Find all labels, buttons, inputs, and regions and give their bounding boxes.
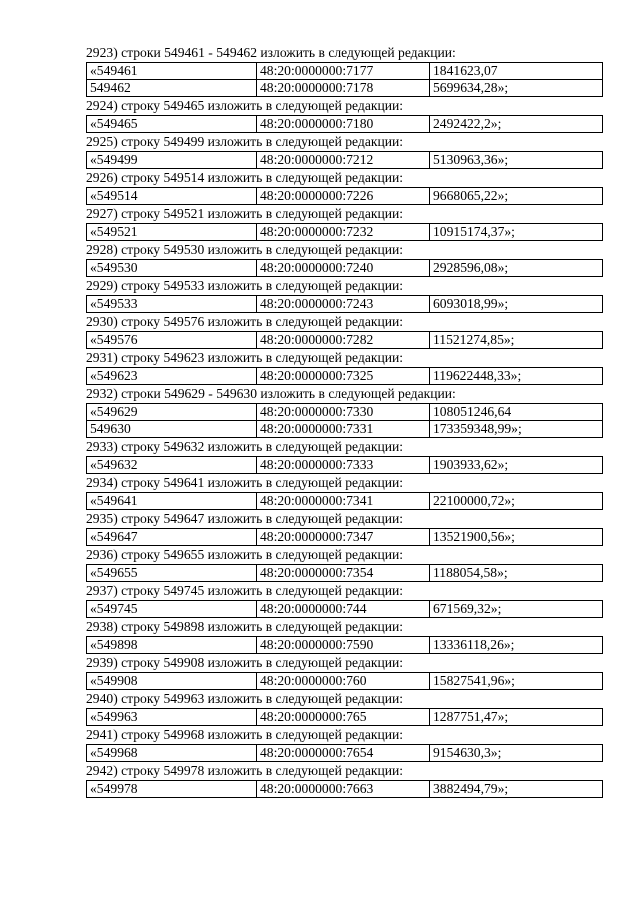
table-row [87, 637, 603, 654]
cadastral-number-cell: 48:20:0000000:744 [257, 601, 430, 618]
amendment-heading: 2942) строку 549978 изложить в следующей редакции: [86, 763, 404, 778]
cadastral-number-cell: 48:20:0000000:7243 [257, 296, 430, 313]
cadastral-number-cell: 48:20:0000000:7341 [257, 493, 430, 510]
amendment-heading: 2926) строку 549514 изложить в следующей редакции: [86, 170, 404, 185]
value-cell: 1188054,58»; [430, 565, 603, 582]
amendment-heading: 2928) строку 549530 изложить в следующей редакции: [86, 242, 404, 257]
amendment-heading: 2924) строку 549465 изложить в следующей редакции: [86, 98, 404, 113]
row-number-cell: «549632 [87, 457, 257, 474]
table-row [87, 80, 603, 97]
row-number-cell: «549978 [87, 781, 257, 798]
amendment-block [86, 654, 602, 690]
amendment-heading: 2932) строки 549629 - 549630 изложить в следующей редакции: [86, 386, 456, 401]
table-row [87, 152, 603, 169]
amendment-table [86, 492, 603, 510]
table-row [87, 457, 603, 474]
table-row [87, 565, 603, 582]
cadastral-number-cell: 48:20:0000000:7354 [257, 565, 430, 582]
amendment-table [86, 528, 603, 546]
amendment-heading: 2931) строку 549623 изложить в следующей редакции: [86, 350, 404, 365]
row-number-cell: 549630 [87, 421, 257, 438]
amendment-table [86, 564, 603, 582]
amendment-block [86, 726, 602, 762]
amendment-heading: 2930) строку 549576 изложить в следующей редакции: [86, 314, 404, 329]
row-number-cell: «549963 [87, 709, 257, 726]
value-cell: 1841623,07 [430, 63, 603, 80]
amendment-table [86, 708, 603, 726]
cadastral-number-cell: 48:20:0000000:7663 [257, 781, 430, 798]
amendment-heading: 2933) строку 549632 изложить в следующей редакции: [86, 439, 404, 454]
amendment-heading: 2934) строку 549641 изложить в следующей редакции: [86, 475, 404, 490]
cadastral-number-cell: 48:20:0000000:7590 [257, 637, 430, 654]
cadastral-number-cell: 48:20:0000000:760 [257, 673, 430, 690]
value-cell: 5130963,36»; [430, 152, 603, 169]
table-row [87, 116, 603, 133]
amendment-heading: 2923) строки 549461 - 549462 изложить в следующей редакции: [86, 45, 456, 60]
amendment-heading: 2938) строку 549898 изложить в следующей редакции: [86, 619, 404, 634]
amendment-table [86, 62, 603, 97]
amendment-table [86, 151, 603, 169]
table-row [87, 63, 603, 80]
amendment-heading: 2929) строку 549533 изложить в следующей редакции: [86, 278, 404, 293]
row-number-cell: «549623 [87, 368, 257, 385]
row-number-cell: «549521 [87, 224, 257, 241]
amendment-block [86, 97, 602, 133]
amendment-table [86, 600, 603, 618]
value-cell: 15827541,96»; [430, 673, 603, 690]
value-cell: 3882494,79»; [430, 781, 603, 798]
amendment-table [86, 672, 603, 690]
table-row [87, 332, 603, 349]
amendment-block [86, 690, 602, 726]
row-number-cell: «549745 [87, 601, 257, 618]
amendment-table [86, 636, 603, 654]
value-cell: 9154630,3»; [430, 745, 603, 762]
row-number-cell: «549968 [87, 745, 257, 762]
amendment-block [86, 44, 602, 97]
cadastral-number-cell: 48:20:0000000:7282 [257, 332, 430, 349]
row-number-cell: «549641 [87, 493, 257, 510]
amendment-block [86, 385, 602, 438]
value-cell: 1287751,47»; [430, 709, 603, 726]
amendment-heading: 2940) строку 549963 изложить в следующей редакции: [86, 691, 404, 706]
table-row [87, 745, 603, 762]
cadastral-number-cell: 48:20:0000000:7178 [257, 80, 430, 97]
amendment-heading: 2935) строку 549647 изложить в следующей редакции: [86, 511, 404, 526]
amendment-table [86, 403, 603, 438]
row-number-cell: «549530 [87, 260, 257, 277]
document-page [86, 44, 602, 798]
amendment-table [86, 744, 603, 762]
amendment-table [86, 295, 603, 313]
table-row [87, 188, 603, 205]
table-row [87, 709, 603, 726]
amendment-heading: 2927) строку 549521 изложить в следующей редакции: [86, 206, 404, 221]
row-number-cell: «549499 [87, 152, 257, 169]
amendment-heading: 2941) строку 549968 изложить в следующей редакции: [86, 727, 404, 742]
row-number-cell: «549647 [87, 529, 257, 546]
value-cell: 5699634,28»; [430, 80, 603, 97]
value-cell: 13521900,56»; [430, 529, 603, 546]
cadastral-number-cell: 48:20:0000000:7331 [257, 421, 430, 438]
value-cell: 10915174,37»; [430, 224, 603, 241]
amendment-heading: 2936) строку 549655 изложить в следующей редакции: [86, 547, 404, 562]
amendment-table [86, 223, 603, 241]
amendment-block [86, 133, 602, 169]
amendment-block [86, 241, 602, 277]
value-cell: 9668065,22»; [430, 188, 603, 205]
amendment-block [86, 205, 602, 241]
amendment-block [86, 438, 602, 474]
amendment-table [86, 456, 603, 474]
row-number-cell: «549514 [87, 188, 257, 205]
row-number-cell: 549462 [87, 80, 257, 97]
table-row [87, 368, 603, 385]
amendment-table [86, 115, 603, 133]
amendment-block [86, 169, 602, 205]
amendment-heading: 2925) строку 549499 изложить в следующей редакции: [86, 134, 404, 149]
table-row [87, 421, 603, 438]
table-row [87, 404, 603, 421]
cadastral-number-cell: 48:20:0000000:7325 [257, 368, 430, 385]
cadastral-number-cell: 48:20:0000000:765 [257, 709, 430, 726]
cadastral-number-cell: 48:20:0000000:7232 [257, 224, 430, 241]
amendment-block [86, 313, 602, 349]
row-number-cell: «549629 [87, 404, 257, 421]
value-cell: 22100000,72»; [430, 493, 603, 510]
cadastral-number-cell: 48:20:0000000:7180 [257, 116, 430, 133]
cadastral-number-cell: 48:20:0000000:7330 [257, 404, 430, 421]
value-cell: 1903933,62»; [430, 457, 603, 474]
value-cell: 2492422,2»; [430, 116, 603, 133]
cadastral-number-cell: 48:20:0000000:7240 [257, 260, 430, 277]
row-number-cell: «549576 [87, 332, 257, 349]
value-cell: 13336118,26»; [430, 637, 603, 654]
amendment-heading: 2937) строку 549745 изложить в следующей редакции: [86, 583, 404, 598]
amendment-block [86, 510, 602, 546]
row-number-cell: «549898 [87, 637, 257, 654]
cadastral-number-cell: 48:20:0000000:7177 [257, 63, 430, 80]
cadastral-number-cell: 48:20:0000000:7347 [257, 529, 430, 546]
table-row [87, 781, 603, 798]
amendment-table [86, 367, 603, 385]
cadastral-number-cell: 48:20:0000000:7333 [257, 457, 430, 474]
table-row [87, 224, 603, 241]
amendment-block [86, 618, 602, 654]
table-row [87, 529, 603, 546]
amendment-block [86, 582, 602, 618]
amendment-block [86, 277, 602, 313]
row-number-cell: «549908 [87, 673, 257, 690]
value-cell: 108051246,64 [430, 404, 603, 421]
value-cell: 119622448,33»; [430, 368, 603, 385]
table-row [87, 673, 603, 690]
cadastral-number-cell: 48:20:0000000:7226 [257, 188, 430, 205]
amendment-heading: 2939) строку 549908 изложить в следующей редакции: [86, 655, 404, 670]
table-row [87, 493, 603, 510]
amendment-table [86, 187, 603, 205]
value-cell: 11521274,85»; [430, 332, 603, 349]
value-cell: 671569,32»; [430, 601, 603, 618]
row-number-cell: «549461 [87, 63, 257, 80]
amendment-block [86, 546, 602, 582]
amendment-table [86, 780, 603, 798]
value-cell: 6093018,99»; [430, 296, 603, 313]
amendment-block [86, 474, 602, 510]
amendment-block [86, 349, 602, 385]
amendment-table [86, 331, 603, 349]
value-cell: 173359348,99»; [430, 421, 603, 438]
table-row [87, 260, 603, 277]
cadastral-number-cell: 48:20:0000000:7654 [257, 745, 430, 762]
amendment-table [86, 259, 603, 277]
value-cell: 2928596,08»; [430, 260, 603, 277]
row-number-cell: «549655 [87, 565, 257, 582]
row-number-cell: «549533 [87, 296, 257, 313]
cadastral-number-cell: 48:20:0000000:7212 [257, 152, 430, 169]
table-row [87, 296, 603, 313]
amendment-block [86, 762, 602, 798]
row-number-cell: «549465 [87, 116, 257, 133]
table-row [87, 601, 603, 618]
